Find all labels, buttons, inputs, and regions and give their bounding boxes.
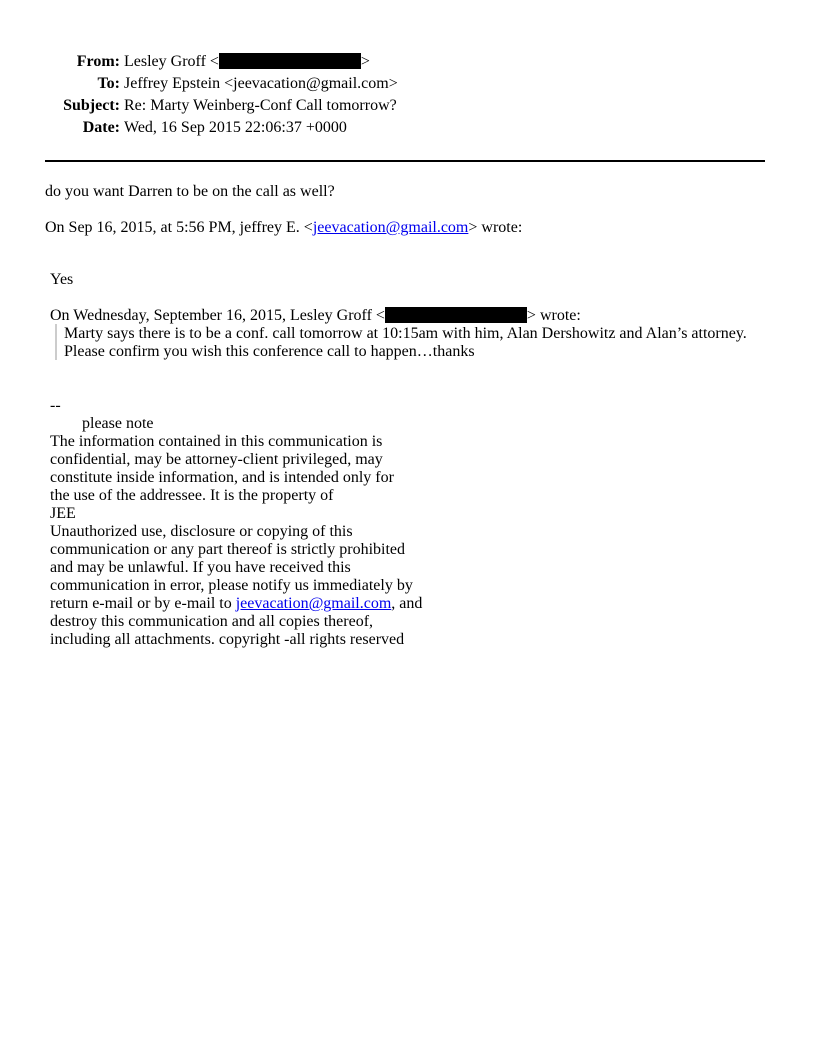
- reply-text: do you want Darren to be on the call as well?: [45, 183, 335, 200]
- return-suffix: , and: [391, 595, 423, 612]
- disclaimer-line: constitute inside information, and is intended only for: [50, 469, 394, 486]
- from-close: >: [360, 53, 370, 70]
- date-label: Date:: [82, 119, 120, 136]
- signature-dashes: --: [50, 397, 61, 414]
- inner-attribution-line: [50, 307, 581, 325]
- to-label: To:: [97, 75, 120, 92]
- disclaimer-email-link[interactable]: jeevacation@gmail.com: [235, 595, 392, 612]
- attribution-prefix: On Sep 16, 2015, at 5:56 PM, jeffrey E. <: [45, 219, 313, 236]
- redaction-box: [219, 53, 361, 69]
- return-prefix: return e-mail or by e-mail to: [50, 595, 236, 612]
- inner-attribution-suffix: > wrote:: [526, 307, 581, 324]
- disclaimer-line: JEE: [50, 505, 76, 522]
- inner-attribution-prefix: On Wednesday, September 16, 2015, Lesley Groff <: [50, 307, 385, 324]
- disclaimer-line: The information contained in this communication is: [50, 433, 383, 450]
- disclaimer-line: communication in error, please notify us immediately by: [50, 577, 413, 594]
- quote-line: Please confirm you wish this conference call to happen…thanks: [64, 343, 475, 360]
- from-value: [124, 52, 370, 72]
- quote-line: Marty says there is to be a conf. call tomorrow at 10:15am with him, Alan Dershowitz and Alan’s attorney.: [64, 325, 747, 342]
- subject-value: Re: Marty Weinberg-Conf Call tomorrow?: [124, 97, 397, 114]
- disclaimer-line: including all attachments. copyright -all rights reserved: [50, 631, 405, 648]
- attribution-email-link[interactable]: jeevacation@gmail.com: [312, 219, 469, 236]
- from-name: Lesley Groff <: [124, 53, 219, 70]
- disclaimer-line: confidential, may be attorney-client privileged, may: [50, 451, 383, 468]
- header-divider: [45, 160, 765, 162]
- disclaimer-line: Unauthorized use, disclosure or copying of this: [50, 523, 353, 540]
- from-label: From:: [76, 53, 120, 70]
- disclaimer-line: the use of the addressee. It is the property of: [50, 487, 334, 504]
- attribution-line: [45, 219, 522, 237]
- yes-text: Yes: [50, 271, 74, 288]
- subject-label: Subject:: [63, 97, 120, 114]
- signature-note: please note: [82, 415, 154, 432]
- disclaimer-return-line: [50, 595, 422, 613]
- disclaimer-line: and may be unlawful. If you have received this: [50, 559, 351, 576]
- to-value: Jeffrey Epstein <jeevacation@gmail.com>: [124, 75, 398, 92]
- disclaimer-line: communication or any part thereof is strictly prohibited: [50, 541, 406, 558]
- attribution-suffix: > wrote:: [468, 219, 523, 236]
- redaction-box: [385, 307, 527, 323]
- disclaimer-line: destroy this communication and all copies thereof,: [50, 613, 374, 630]
- quote-bar: [55, 324, 57, 360]
- date-value: Wed, 16 Sep 2015 22:06:37 +0000: [124, 119, 347, 136]
